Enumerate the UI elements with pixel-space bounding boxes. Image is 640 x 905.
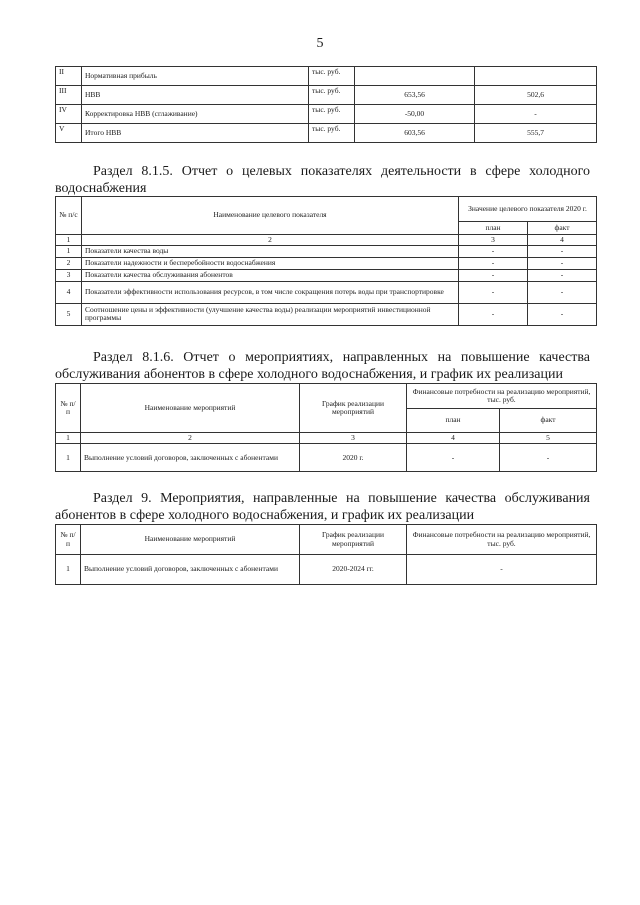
header-indicator-name: Наименование целевого показателя <box>82 197 459 235</box>
table-row <box>56 67 597 86</box>
row-value-2: - <box>475 105 597 124</box>
row-value-1: -50,00 <box>355 105 475 124</box>
column-number: 5 <box>500 433 597 444</box>
section-heading-8-1-5: Раздел 8.1.5. Отчет о целевых показателях деятельности в сфере холодного водоснабжения <box>55 164 590 196</box>
row-number: 1 <box>56 555 81 585</box>
row-value-2 <box>475 67 597 86</box>
row-plan: - <box>459 269 528 281</box>
row-value-1 <box>355 67 475 86</box>
row-name: Итого НВВ <box>82 124 309 143</box>
column-number: 3 <box>459 235 528 246</box>
row-number: 2 <box>56 257 82 269</box>
row-number: 5 <box>56 303 82 325</box>
header-row <box>56 197 597 222</box>
row-name: Соотношение цены и эффективности (улучшение качества воды) реализации мероприятий инвестиционной программы <box>82 303 459 325</box>
row-value-2: 502,6 <box>475 86 597 105</box>
page-number: 5 <box>316 36 324 51</box>
row-plan: - <box>459 246 528 257</box>
table-row <box>56 303 597 325</box>
header-number: № п/п <box>56 384 81 433</box>
row-fact: - <box>528 281 597 303</box>
section-heading-8-1-6: Раздел 8.1.6. Отчет о мероприятиях, направленных на повышение качества обслуживания абонентов в сфере холодного водоснабжения, и график их реализации <box>55 350 590 382</box>
header-row <box>56 525 597 555</box>
row-plan: - <box>459 257 528 269</box>
row-value-1: 653,56 <box>355 86 475 105</box>
row-fact: - <box>528 303 597 325</box>
row-number: 4 <box>56 281 82 303</box>
header-row <box>56 384 597 409</box>
header-fact: факт <box>500 409 597 433</box>
row-number: II <box>56 67 82 86</box>
table-row <box>56 124 597 143</box>
row-finance: - <box>407 555 597 585</box>
header-schedule: График реализации мероприятий <box>300 525 407 555</box>
row-number: V <box>56 124 82 143</box>
header-plan: план <box>459 222 528 235</box>
row-value-2: 555,7 <box>475 124 597 143</box>
row-fact: - <box>500 444 597 472</box>
header-measure-name: Наименование мероприятий <box>81 384 300 433</box>
row-name: Корректировка НВВ (сглаживание) <box>82 105 309 124</box>
table-row <box>56 281 597 303</box>
row-number: IV <box>56 105 82 124</box>
header-fact: факт <box>528 222 597 235</box>
column-number: 2 <box>81 433 300 444</box>
header-measure-name: Наименование мероприятий <box>81 525 300 555</box>
row-fact: - <box>528 257 597 269</box>
row-unit: тыс. руб. <box>309 67 355 86</box>
table-row <box>56 555 597 585</box>
table-row <box>56 444 597 472</box>
column-number: 4 <box>528 235 597 246</box>
table-row <box>56 105 597 124</box>
header-number: № п/п <box>56 525 81 555</box>
row-schedule: 2020-2024 гг. <box>300 555 407 585</box>
table-row <box>56 86 597 105</box>
measures-report-table <box>55 383 597 472</box>
table-row <box>56 257 597 269</box>
target-indicators-table <box>55 196 597 326</box>
row-number: 1 <box>56 444 81 472</box>
row-name: НВВ <box>82 86 309 105</box>
row-unit: тыс. руб. <box>309 105 355 124</box>
row-unit: тыс. руб. <box>309 124 355 143</box>
row-name: Выполнение условий договоров, заключенных с абонентами <box>81 555 300 585</box>
header-finance: Финансовые потребности на реализацию мероприятий, тыс. руб. <box>407 384 597 409</box>
column-numbers-row <box>56 433 597 444</box>
column-number: 3 <box>300 433 407 444</box>
header-target-value: Значение целевого показателя 2020 г. <box>459 197 597 222</box>
row-name: Нормативная прибыль <box>82 67 309 86</box>
row-value-1: 603,56 <box>355 124 475 143</box>
column-number: 1 <box>56 235 82 246</box>
header-schedule: График реализации мероприятий <box>300 384 407 433</box>
column-number: 4 <box>407 433 500 444</box>
row-fact: - <box>528 269 597 281</box>
header-finance: Финансовые потребности на реализацию мероприятий, тыс. руб. <box>407 525 597 555</box>
row-plan: - <box>407 444 500 472</box>
top-table <box>55 66 597 143</box>
row-name: Показатели качества обслуживания абонентов <box>82 269 459 281</box>
section-heading-9: Раздел 9. Мероприятия, направленные на повышение качества обслуживания абонентов в сфере холодного водоснабжения, и график их реализации <box>55 491 590 523</box>
column-number: 2 <box>82 235 459 246</box>
row-name: Выполнение условий договоров, заключенных с абонентами <box>81 444 300 472</box>
row-name: Показатели эффективности использования ресурсов, в том числе сокращения потерь воды при транспортировке <box>82 281 459 303</box>
measures-plan-table <box>55 524 597 585</box>
header-plan: план <box>407 409 500 433</box>
column-numbers-row <box>56 235 597 246</box>
row-number: 1 <box>56 246 82 257</box>
row-name: Показатели надежности и бесперебойности водоснабжения <box>82 257 459 269</box>
column-number: 1 <box>56 433 81 444</box>
table-row <box>56 246 597 257</box>
row-schedule: 2020 г. <box>300 444 407 472</box>
row-plan: - <box>459 281 528 303</box>
table-row <box>56 269 597 281</box>
row-number: 3 <box>56 269 82 281</box>
row-unit: тыс. руб. <box>309 86 355 105</box>
row-name: Показатели качества воды <box>82 246 459 257</box>
row-number: III <box>56 86 82 105</box>
header-number: № п/с <box>56 197 82 235</box>
row-fact: - <box>528 246 597 257</box>
row-plan: - <box>459 303 528 325</box>
